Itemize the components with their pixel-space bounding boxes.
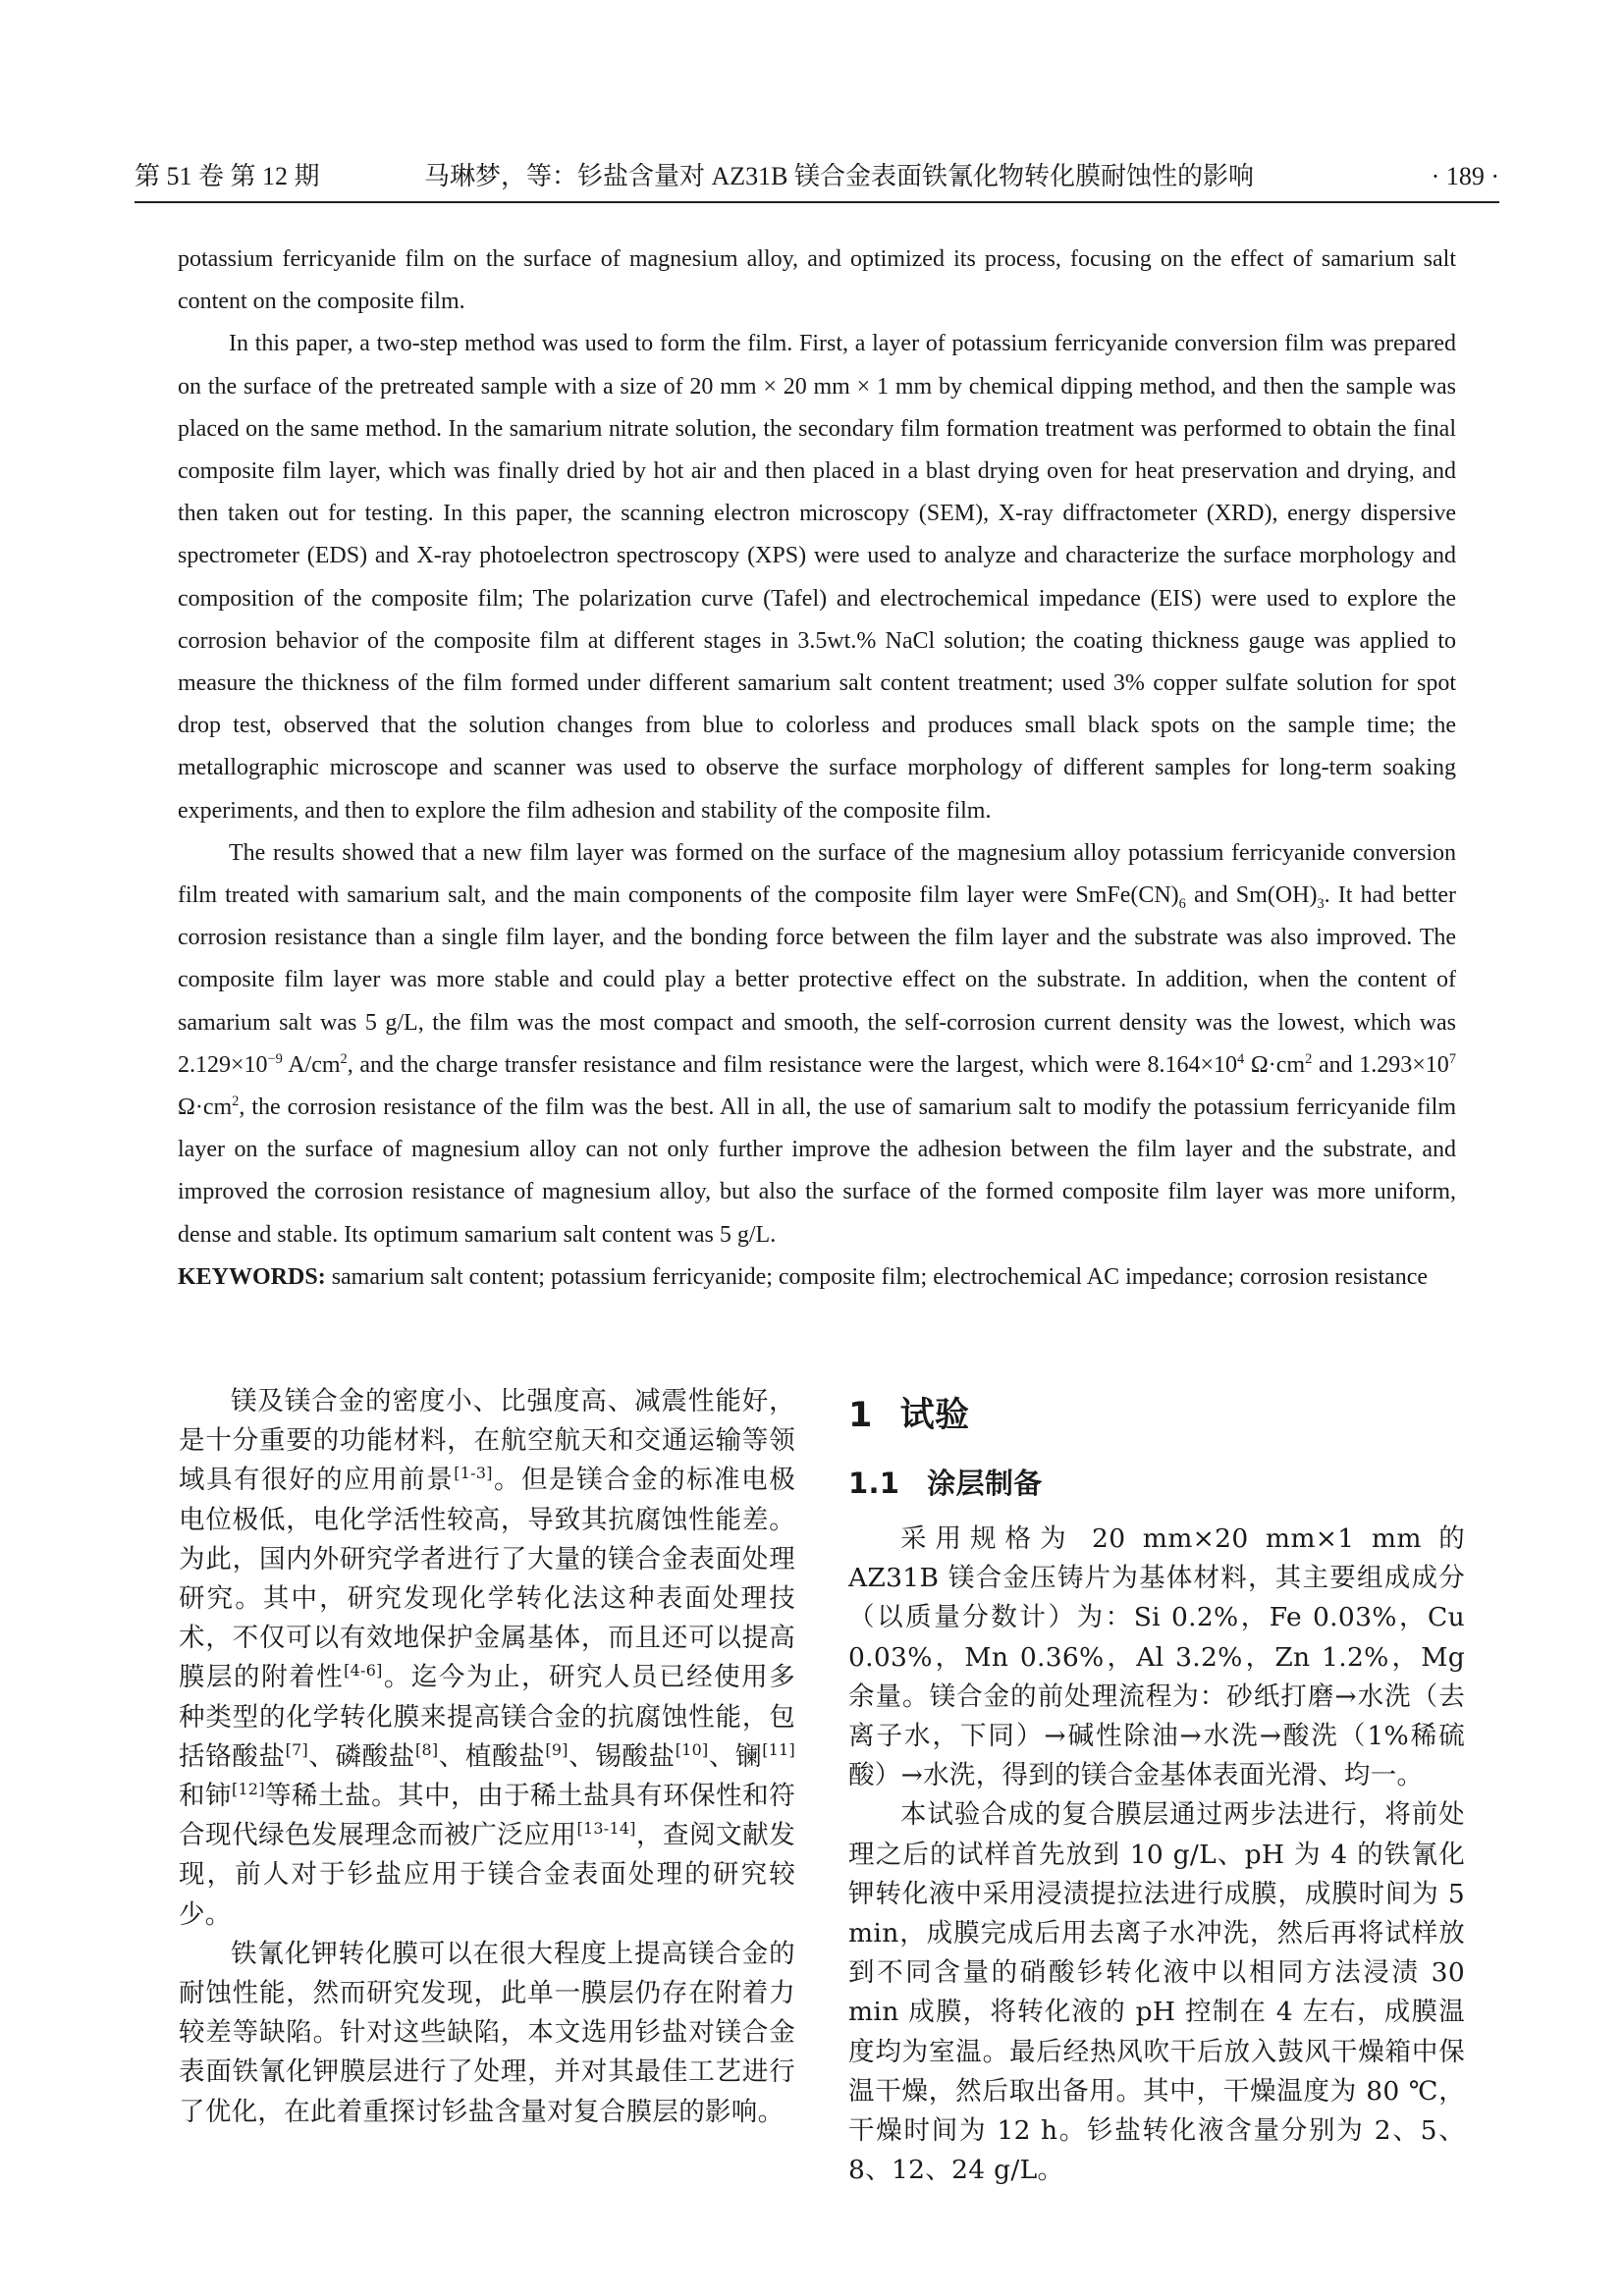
superscript: 7 [1448, 1050, 1457, 1067]
text-run: Ω·cm [1244, 1051, 1306, 1078]
text-run: . It had better corrosion resistance than a single film layer, and the bonding force between the film layer and the substrate was also improved. The composite film layer was more stable and could play a better protective effect on the substrate. In addition, when the content of samarium salt was 5 g/L, the film was the most compact and smooth, the self-corrosion current density was the lowest, which was 2.129×10 [178, 882, 1456, 1078]
text-run: 和铈 [179, 1781, 233, 1812]
text-run: The results showed that a new film layer was formed on the surface of the magnesium alloy potassium ferricyanide conversion film treated with samarium salt, and the main components of the composite film layer were SmFe(CN) [178, 839, 1456, 909]
text-run: Ω·cm [178, 1095, 233, 1121]
english-abstract [178, 239, 1456, 1299]
section-number: 1 [848, 1396, 873, 1435]
text-run: 、锡酸盐 [568, 1740, 676, 1772]
citation: [9] [545, 1740, 568, 1759]
citation: [11] [762, 1740, 796, 1759]
text-run: 、镧 [708, 1740, 763, 1772]
abstract-paragraph-3 [178, 832, 1456, 1256]
running-header [135, 159, 1499, 198]
keywords-line [178, 1256, 1456, 1299]
text-run: A/cm [282, 1051, 341, 1078]
citation: [4-6] [344, 1661, 383, 1681]
section-heading [848, 1386, 1465, 1445]
subscript: 6 [1178, 895, 1186, 912]
text-run: 、植酸盐 [438, 1740, 546, 1772]
text-run: 镁及镁合金的密度小、比强度高、减震性能好，是十分重要的功能材料，在航空航天和交通运输等领域具有很好的应用前景 [179, 1386, 795, 1496]
intro-paragraph-1 [179, 1382, 795, 1935]
citation: [1-3] [454, 1464, 493, 1483]
keywords-text: samarium salt content; potassium ferricyanide; composite film; electrochemical AC impedance; corrosion resistance [325, 1263, 1428, 1290]
method-paragraph-2: 本试验合成的复合膜层通过两步法进行，将前处理之后的试样首先放到 10 g/L、pH 为 4 的铁氰化钾转化液中采用浸渍提拉法进行成膜，成膜时间为 5 min，成膜完成后用去离子水冲洗，然后再将试样放到不同含量的硝酸钐转化液中以相同方法浸渍 30 min 成膜，将转化液的 pH 控制在 4 左右，成膜温度均为室温。最后经热风吹干后放入鼓风干燥箱中保温干燥，然后取出备用。其中，干燥温度为 80 ℃，干燥时间为 12 h。钐盐转化液含量分别为 2、5、8、12、24 g/L。 [848, 1799, 1465, 2186]
text-run: 、磷酸盐 [308, 1740, 415, 1772]
right-column [848, 1386, 1465, 2190]
superscript: −9 [267, 1050, 283, 1067]
superscript: 2 [340, 1050, 348, 1067]
text-run: ，查阅文献发现，前人对于钐盐应用于镁合金表面处理的研究较少。 [179, 1820, 795, 1930]
citation: [10] [675, 1740, 709, 1759]
superscript: 2 [1305, 1050, 1313, 1067]
text-run: 。但是镁合金的标准电极电位极低，电化学活性较高，导致其抗腐蚀性能差。为此，国内外研究学者进行了大量的镁合金表面处理研究。其中，研究发现化学转化法这种表面处理技术，不仅可以有效地保护金属基体，而且还可以提高膜层的附着性 [179, 1465, 795, 1693]
abstract-paragraph-1: potassium ferricyanide film on the surface of magnesium alloy, and optimized its process, focusing on the effect of samarium salt content on the composite film. [178, 246, 1456, 315]
citation: [8] [414, 1740, 439, 1759]
subsection-title: 涂层制备 [927, 1467, 1043, 1500]
intro-paragraph-2: 铁氰化钾转化膜可以在很大程度上提高镁合金的耐蚀性能，然而研究发现，此单一膜层仍存在附着力较差等缺陷。针对这些缺陷，本文选用钐盐对镁合金表面铁氰化钾膜层进行了处理，并对其最佳工艺进行了优化，在此着重探讨钐盐含量对复合膜层的影响。 [179, 1938, 795, 2127]
section-title: 试验 [899, 1396, 970, 1435]
subsection-number: 1.1 [848, 1467, 900, 1500]
citation: [13-14] [576, 1819, 636, 1839]
abstract-paragraph-2: In this paper, a two-step method was used to form the film. First, a layer of potassium ferricyanide conversion film was prepared on the surface of the pretreated sample with a size of 20 mm × 20 mm × 1 mm by chemical dipping method, and then the sample was placed on the same method. In the samarium nitrate solution, the secondary film formation treatment was performed to obtain the final composite film layer, which was finally dried by hot air and then placed in a blast drying oven for heat preservation and drying, and then taken out for testing. In this paper, the scanning electron microscopy (SEM), X-ray diffractometer (XRD), energy dispersive spectrometer (EDS) and X-ray photoelectron spectroscopy (XPS) were used to analyze and characterize the surface morphology and composition of the composite film; The polarization curve (Tafel) and electrochemical impedance (EIS) were used to explore the corrosion behavior of the composite film at different stages in 3.5wt.% NaCl solution; the coating thickness gauge was applied to measure the thickness of the film formed under different samarium salt content treatment; used 3% copper sulfate solution for spot drop test, observed that the solution changes from blue to colorless and produces small black spots on the sample time; the metallographic microscope and scanner was used to observe the surface morphology of different samples for long-term soaking experiments, and then to explore the film adhesion and stability of the composite film. [178, 331, 1456, 824]
text-run: 。迄今为止，研究人员已经使用多种类型的化学转化膜来提高镁合金的抗腐蚀性能，包括铬酸盐 [179, 1662, 795, 1772]
running-title: 马琳梦，等：钐盐含量对 AZ31B 镁合金表面铁氰化物转化膜耐蚀性的影响 [424, 162, 1255, 190]
method-paragraph-1: 采用规格为 20 mm×20 mm×1 mm 的 AZ31B 镁合金压铸片为基体材料，其主要组成成分（以质量分数计）为：Si 0.2%，Fe 0.03%，Cu 0.03%，Mn 0.36%，Al 3.2%，Zn 1.2%，Mg 余量。镁合金的前处理流程为：砂纸打磨→水洗（去离子水，下同）→碱性除油→水洗→酸洗（1%稀硫酸）→水洗，得到的镁合金基体表面光滑、均一。 [848, 1523, 1465, 1791]
subsection-heading [848, 1457, 1465, 1510]
text-run: , and the charge transfer resistance and film resistance were the largest, which were 8.164×10 [347, 1051, 1238, 1078]
keywords-label: KEYWORDS: [178, 1263, 326, 1290]
subscript: 3 [1317, 895, 1325, 912]
text-run: and 1.293×10 [1312, 1051, 1449, 1078]
text-run: and Sm(OH) [1185, 882, 1318, 909]
superscript: 2 [232, 1094, 240, 1110]
page-number: · 189 · [1431, 162, 1499, 190]
left-column [179, 1382, 795, 2132]
text-run: 等稀土盐。其中，由于稀土盐具有环保性和符合现代绿色发展理念而被广泛应用 [179, 1781, 795, 1851]
superscript: 4 [1237, 1050, 1245, 1067]
text-run: , the corrosion resistance of the film was the best. All in all, the use of samarium salt to modify the potassium ferricyanide film layer on the surface of magnesium alloy can not only further improve the adhesion between the film layer and the substrate, and improved the corrosion resistance of magnesium alloy, but also the surface of the formed composite film layer was more uniform, dense and stable. Its optimum samarium salt content was 5 g/L. [178, 1095, 1456, 1248]
citation: [12] [232, 1780, 265, 1799]
volume-issue: 第 51 卷 第 12 期 [135, 162, 320, 190]
header-rule [135, 201, 1499, 203]
citation: [7] [285, 1740, 309, 1759]
